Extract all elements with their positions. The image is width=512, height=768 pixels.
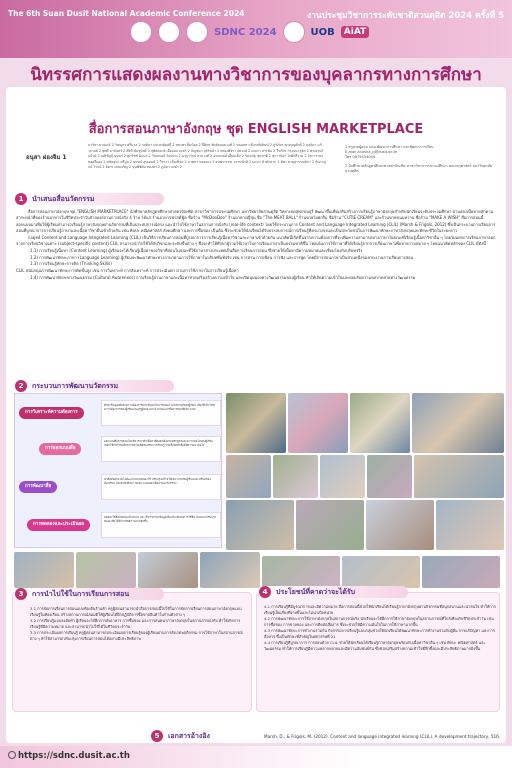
affiliation-line: 1 ครูสายผู้สอน คณะพัฒนาการศึกษา และพัฒนาการเรียน [345,145,434,149]
process-step [19,510,221,540]
website-link[interactable] [8,751,130,761]
step-label: การทดลองและประเมินผล [27,519,90,531]
step-label: การวิเคราะห์ความต้องการ [19,407,84,419]
section-number: 5 [151,730,163,742]
footer-bar [0,746,512,768]
paragraph: 1.4) การพัฒนาทักษะทางวัฒนธรรม (Cultural Awareness) การเรียนรู้ผ่านภาษาและเนื้อหาช่วยเสริมสร้างความเข้าใจ และเปิดมุมมองทางวัฒนธรรมของผู้เรียน ทำให้เกิดความเข้าใจและยอมรับความหลากหลายทางวัฒนธรรม [30,274,416,280]
classroom-photo [367,455,412,498]
paragraph: 1.2) การพัฒนาทักษะภาษา (Language Learning) ผู้เรียนจะพัฒนาทักษะทางภาษาผ่านการใช้ภาษาในบริบทที่แท้จริง เช่น การอ่าน การเขียน การฟัง และการพูด โดยมีการสอนภาษาเป็นส่วนหนึ่งของกระบวนการเรียนการสอน [30,254,414,260]
process-diagram [14,393,222,548]
classroom-photo [14,552,74,588]
section-3-body [30,606,246,710]
classroom-photo [350,393,410,453]
classroom-photo [226,500,294,550]
classroom-photo [200,552,260,588]
process-step [19,472,221,502]
sdu-logo-icon [130,21,152,43]
process-step [19,398,221,428]
paragraph: 3.1 การจัดการเรียนการสอนแบบท้องถิ่นร้านค้า ครูผู้สอนสามารถนำสื่อการสอนนี้ไปใช้ในการจัดการเรียนการสอนภาษาอังกฤษแบบเรียนรู้ในท้องเรียน สร้างสถานการณ์สมมติให้ผู้เรียนได้ฝึกปฏิบัติการซื้อขายสินค้าในร้านค้าต่าง ๆ [30,606,242,617]
section-title: ประโยชน์ที่คาดว่าจะได้รับ [276,588,356,596]
process-step [19,434,221,464]
coauthor-list: มาริสา ยาเมกด์ 2 วิษณุกร ศรีนวล 2 กฤติภา ประสงค์ผลดี 2 สุชาพร ยิ้มน้อย 2 ปีติพร สัตย์ถนอมวงศ์ 2 ขณงพร แข็งกสนิพัฒน์ 2 ภูริภัทร พวงบุญศักดิ์ 2 มลุลิกา แก้วกาลย์ 2 ยุพดี ลาจันทร์ 2 ศิริดี พันชูโพธิ์ 2 สุพิศษยาย์ เอี่ยมอนวมทร์ 2 ธัญชนก สุจิริหน้า 2 พรองพิจิรา จัดวงษ์ 2 มณกา สารพัน 2 วีรภัทร กรุงปนะชูลิก 2 พรเอรุปก์ แก้วน์ 2 ณหิรัญธุ์ ขุมมา 2 ศุภรัชช์ อินนร่ 2 วิมลเนตร์ ลิมเปรง 2 นรุฐาวัจน์ สายวงค์ 2 อรปมณห์ เอี่ยมเห็ก 2 รินนนัฐ ชุนชาติ 2 สุกาวนิยา์ โพธิ์ศรีงาม 2 จิรการาดร หอศรีทอง 2 ขนิษฐนา ศรีมูล 2 พรรณ์ สุขเอนด์ 2 วีรการ เข็มเพ็ชร 2 ภาตตา ทองพวง 2 ธนพรวรรณ จรรบทักษ์ 2 มฤนา หัวดักลาบ 2 ดิศา ทายุสุวรรณลิกา 2 กับกาญจน์ โรจน์ 2 อิงกร เดชเจริญ 2 ขุนพิชิติม ทองดา 2 ภูมิมา ลงคำ 2 [88,143,327,170]
header-banner [0,0,512,58]
paper-title: สื่อการสอนภาษาอังกฤษ ชุด ENGLISH MARKETPLACE [88,122,424,137]
reference-entry: Marsh, D., & Frigols, M. (2012). Content and language integrated learning (CLIL). A development trajectory, 516. [264,734,501,739]
classroom-photo [273,455,318,498]
section-5-header [150,730,260,742]
logo-strip [130,21,369,43]
paragraph: 3.3 การประเมินผลการเรียนรู้ ครูผู้สอนสามารถประเมินผลการเรียนรู้ของผู้เรียนผ่านการสังเกตพฤติกรรม การใช้ภาษาในสถานการณ์ต่าง ๆ ทำให้สามารถปรับปรุงการเรียนการสอนได้อย่างมีประสิทธิภาพ [30,630,243,641]
section-3-header [14,588,164,600]
classroom-photo [296,500,364,550]
photo-collage [226,393,506,553]
uob-logo: UOB [310,26,335,38]
affiliation-email: E-mail anusha_p@dusit.ac.th [345,150,398,155]
section-1-header [14,193,164,205]
section-2-header [14,380,174,392]
affiliation-phone: โทร 0879434004 [345,155,376,160]
globe-icon [8,751,16,759]
affiliation-line: 2 นักศึกษาหลักสูตรศึกษาศาสตรบัณฑิต สาขาวิชาการประถมศึกษา คณะครุศาสตร์ มหาวิทยาลัยสวนดุสิต [345,163,493,173]
section-title: นำเสนอสื่อนวัตกรรม [32,195,95,203]
paragraph: กลยุทธ์ Content and Language Integrated Learning (CLIL) เป็นวิธีการเรียนการสอนที่บูรณาการการเรียนรู้เนื้อหาวิชาและภาษาเข้าด้วยกัน แนวคิดนี้เกิดขึ้นจากความต้องการที่จะเพิ่มความสามารถทางภาษาในขณะที่เรียนรู้เนื้อหาวิชาอื่น ๆ โดยไม่แยกการเรียนภาษาออกจากการเรียนวิชาเฉพาะ (subject-specific content) CLIL สามารถนำไปใช้ได้กับวิชาและระดับชั้นต่าง ๆ ซึ่งจะทำให้ศึกษาผู้รวมใช้เวลาในการเรียนภาษาเป็นธรรมชาติขึ้น โดยเน้นการใช้ภาษาที่ได้เรียนรู้จากการเรียนภาษาเพื่อหาความหมาย ๆ โดยแนวคิดหลักของ CLIL มีดังนี้ [16,234,496,246]
section-title: กระบวนการพัฒนานวัตกรรม [32,382,119,390]
section-number: 4 [259,586,271,598]
paragraph: 4.2 การพัฒนาทักษะการใช้ภาษาอังกฤษในสถานการณ์จริง นักเรียนจะได้ฝึกการใช้ภาษาอังกฤษในสถานการณ์ที่ใกล้เคียงกับชีวิตประจำวัน เช่น การซื้อของ การขายของ และการติดต่อสื่อสาร ซึ่งจะช่วยให้มีความมั่นใจในการใช้ภาษามากขึ้น [264,616,494,627]
sdnc-logo: SDNC 2024 [214,26,277,38]
paragraph: CLIL สนับสนุนการพัฒนาทักษะการคิดขั้นสูง เช่น การวิเคราะห์ การสังเคราะห์ การประเมินค่า ผ่านการใช้ภาษาในการเรียนรู้เนื้อหา [16,268,239,274]
crest-logo-icon [186,21,208,43]
section-number: 3 [15,588,27,600]
section-title: การนำไปใช้ในการเรียนการสอน [32,590,130,598]
step-description: นำสื่อที่ออกแบบไปพัฒนาและทดลองใช้ ปรับปรุงแก้ไขให้เหมาะสมกับผู้เรียนและบริบทของห้องเรียน โดยคำนึงถึงความเหมาะสมของเนื้อหาและกิจกรรม [101,474,221,500]
classroom-photo [422,556,500,588]
classroom-photo [320,455,365,498]
step-label: การออกแบบสื่อ [39,443,81,455]
paragraph: 4.3 การพัฒนาทักษะการทำงานร่วมกัน กิจกรรมการเรียนรู้แบบกลุ่มช่วยให้นักเรียนได้พัฒนาทักษะการทำงานร่วมกับผู้อื่น การแก้ปัญหา และการสื่อสาร ซึ่งเป็นทักษะที่สำคัญในศตวรรษที่ 21 [264,628,495,639]
classroom-photo [412,393,504,453]
paragraph: สื่อการสอนภาษาอังกฤษ ชุด "ENGLISH MARKETPLACE" นักศึกษาหลักสูตรศึกษาศาสตรบัณฑิต สาขาวิชาการประถมศึกษา มหาวิทยาลัยสวนดุสิต วิทยาเขตสุพรรณบุรี พัฒนาขึ้นเพื่อเสริมสร้างการเรียนรู้ภาษาอังกฤษสำหรับนักเรียนระดับประถมศึกษา ผ่านสองเนื้อหาหลักตามสาระหน้าที่ของร้านอาหารในชีวิตประจำวันจำลองสถานการณ์จริง 4 ร้าน ได้แก่ ร้านอาหารฟาสต์ฟู้ด ชื่อร้าน "McDooDoo" ร้านอาหารญี่ปุ่น ชื่อ "The MEAT BALL" ร้านขายไอศกรีม ชื่อร้าน "CUTIE CREAM" และร้านขายขนมหวาน ชื่อร้าน "MAKE A WISH" สื่อการสอนนี้ออกแบบมาเพื่อให้ผู้เรียนสามารถเรียนรู้ภาษาอังกฤษผ่านกิจกรรมที่เป็นประสบการณ์ตรง และนำไปใช้ภาษาในสถานการณ์จริง (real-life context) โดยใช้กระบวนการ Content and Language Integrated Learning (CLIL) (Marsh & Frigols, 2012) ซึ่งเป็นกระบวนการเรียนการสอนที่บูรณาการการเรียนรู้ภาษาและเนื้อหาวิชาอื่นเข้าด้วยกัน เช่น ศิลปะ คณิตศาสตร์ สังคมศึกษา และการซื้อของ เป็นต้น ซึ่งจะช่วยให้นักเรียนได้รับประสบการณ์การเรียนรู้ที่ครบวงจรและเป็นประโยชน์ในการพัฒนาทักษะภาษาอังกฤษและทักษะชีวิตในระยะยาว [16,209,496,233]
paragraph: 4.1 การเรียนรู้ที่มีบูรณาการและมีความหมาย สื่อการสอนนี้ช่วยให้นักเรียนได้เรียนรู้ภาษาอังกฤษผ่านกิจกรรมที่สนุกสนานและน่าสนใจ ทำให้การเรียนรู้เป็นเรื่องที่ง่ายขึ้นและไม่น่าเบื่อหน่าย [264,604,496,615]
conference-title-th: งานประชุมวิชาการระดับชาติสวนดุสิต 2024 ครั้งที่ 5 [307,11,504,21]
aiat-logo: AiAT [341,26,369,38]
classroom-photo [342,556,420,588]
section-number: 2 [15,380,27,392]
classroom-photo [76,552,136,588]
section-1-body [16,209,498,377]
step-description: ออกแบบสื่อการสอนโดยพิจารณาถึงเนื้อหาที่สอดคล้องกับหลักสูตรและความสนใจของผู้เรียน เลือกใช้กิจกรรมที่หลากหลายเพื่อส่งเสริมการเรียนรู้ รวมทั้งจัดทำสื่อที่มีความน่าสนใจ [101,436,221,462]
classroom-photo [414,455,504,498]
paragraph: 1.1) การเรียนรู้เนื้อหา (Content Learning) ผู้เรียนจะได้เรียนรู้เนื้อหาของวิชาที่สอนในขณะที่ใช้ภาษาต่างประเทศเป็นสื่อการเรียนการสอน ซึ่งช่วยให้เนื้อหามีความหมายและเชื่อมโยงกับบริบทจริง [30,247,363,253]
section-title: เอกสารอ้างอิง [168,732,210,740]
step-description: ทดลองใช้สื่อกับกลุ่มเป้าหมาย และเก็บรวบรวมข้อมูลเพื่อประเมินผลการใช้สื่อ นำผลมาปรับปรุงพัฒนาสื่อให้มีประสิทธิภาพมากยิ่งขึ้น [101,512,221,538]
paragraph: 4.4 การเรียนรู้ที่บูรณาการ การสอนด้วย CLIL ช่วยให้นักเรียนได้เรียนรู้ภาษาอังกฤษพร้อมกับเนื้อหาวิชาอื่น ๆ เช่น ศิลปะ คณิตศาสตร์ และวัฒนธรรม ทำให้การเรียนรู้มีความหลากหลายและมีความสัมพันธ์กัน ซึ่งช่วยเสริมสร้างความเข้าใจที่ลึกซึ้งและมีประสิทธิภาพมากยิ่งขึ้น [264,640,486,652]
main-author: อนุสา ผ่องจิม 1 [26,154,67,161]
classroom-photo [226,455,271,498]
conference-title-en: The 6th Suan Dusit National Academic Conference 2024 [8,9,245,18]
classroom-photo [138,552,198,588]
classroom-photo [366,500,434,550]
partner-logo-icon [158,21,180,43]
exhibition-title: นิทรรศการแสดงผลงานทางวิชาการของบุคลากรทางการศึกษา [30,65,482,85]
classroom-photo [226,393,286,453]
paragraph: 1.3) การเรียนรู้ทักษะการคิด (Thinking Skills) [30,261,112,267]
website-url[interactable]: https://sdnc.dusit.ac.th [18,751,130,761]
section-number: 1 [15,193,27,205]
affiliations [345,145,495,174]
classroom-photo [436,500,504,550]
section-4-body [264,604,496,710]
step-label: การพัฒนาสื่อ [19,481,57,493]
paragraph: 3.2 การเรียนรู้แบบลงมือทำ ผู้เรียนจะได้ฝึกการสั่งอาหาร การซื้อของ และการสนทนาภาษาอังกฤษในสถานการณ์จริง ทำให้เกิดการเรียนรู้ที่มีความหมาย และสามารถนำไปใช้ได้ในชีวิตประจำวัน [30,618,241,629]
section-4-header [258,586,408,598]
step-description: ศึกษาข้อมูลเพื่อหาความต้องการและปัญหาในการสอนภาษาอังกฤษของผู้เรียน เพื่อให้เข้าใจถึงความต้องการของผู้เรียนและครูผู้สอน และนำมาพัฒนาสื่อการสอนที่เหมาะสม [101,400,221,426]
classroom-photo [288,393,348,453]
emblem-logo-icon [283,21,305,43]
classroom-photo [262,556,340,588]
